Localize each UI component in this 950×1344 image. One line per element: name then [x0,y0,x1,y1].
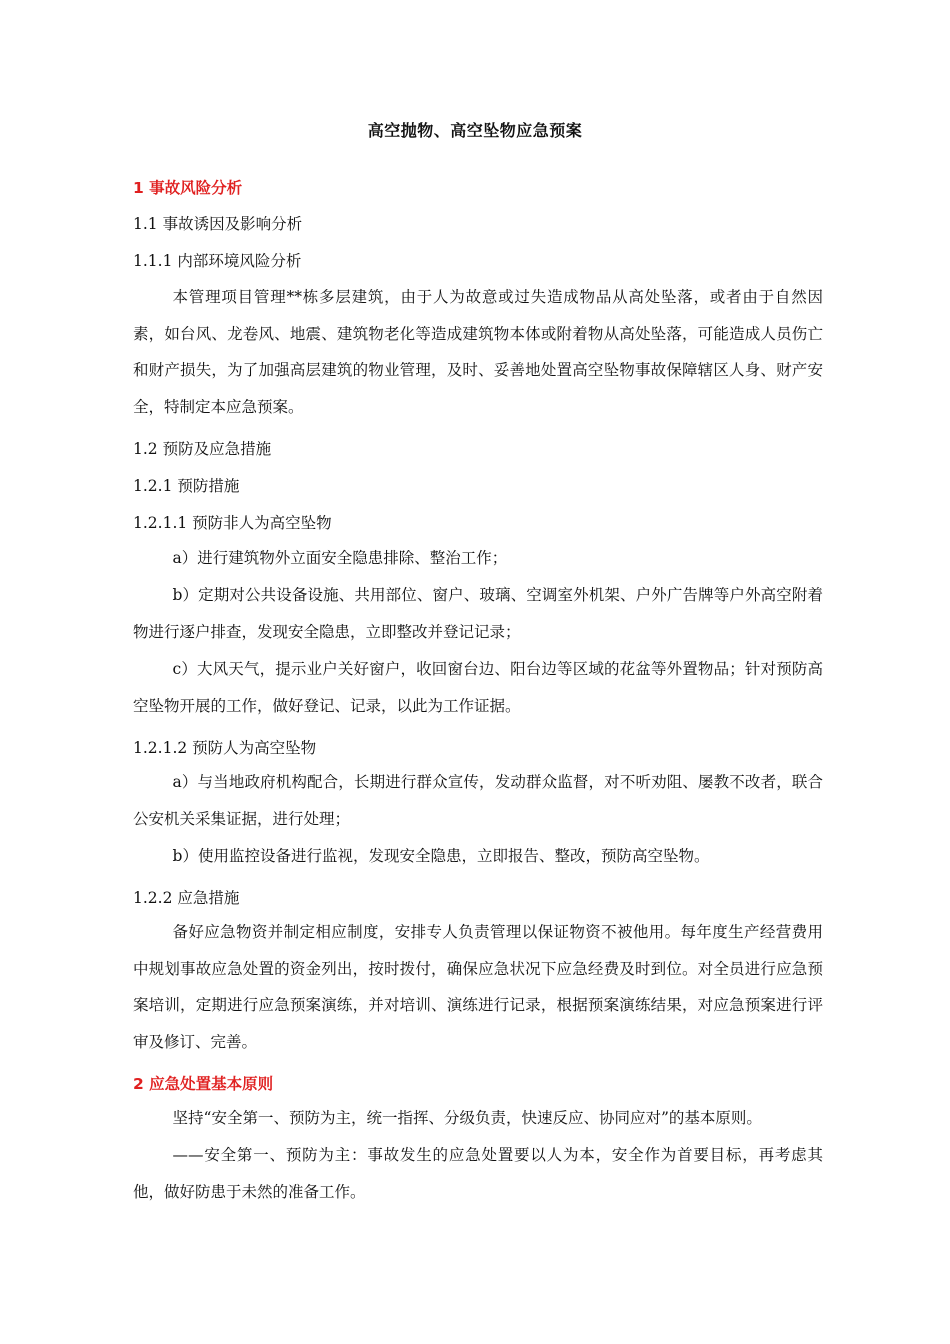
section-2-heading: 2 应急处置基本原则 [133,1075,274,1093]
section-1-1-1-heading: 1.1.1 内部环境风险分析 [133,252,302,270]
list-item-a2: a）与当地政府机构配合，长期进行群众宣传，发动群众监督，对不听劝阻、屡教不改者，联合公安机关采集证据，进行处理； [133,773,823,828]
section-1-heading: 1 事故风险分析 [133,179,243,197]
paragraph-principles: 坚持“安全第一、预防为主，统一指挥、分级负责，快速反应、协同应对”的基本原则。 [172,1109,762,1127]
section-1-2-1-2-heading: 1.2.1.2 预防人为高空坠物 [133,739,317,757]
list-item-b2: b）使用监控设备进行监视，发现安全隐患，立即报告、整改，预防高空坠物。 [172,847,710,865]
document-title: 高空抛物、高空坠物应急预案 [367,121,583,140]
list-item-c1: c）大风天气，提示业户关好窗户，收回窗台边、阳台边等区域的花盆等外置物品；针对预防高空坠物开展的工作，做好登记、记录，以此为工作证据。 [133,660,823,715]
paragraph-internal-risk: 本管理项目管理**栋多层建筑，由于人为故意或过失造成物品从高处坠落，或者由于自然因素，如台风、龙卷风、地震、建筑物老化等造成建筑物本体或附着物从高处坠落，可能造成人员伤亡和财产损失，为了加强高层建筑的物业管理，及时、妥善地处置高空坠物事故保障辖区人身、财产安全，特制定本应急预案。 [133,288,823,416]
section-1-1-heading: 1.1 事故诱因及影响分析 [133,215,303,233]
section-1-2-heading: 1.2 预防及应急措施 [133,440,272,458]
list-item-b1: b）定期对公共设备设施、共用部位、窗户、玻璃、空调室外机架、户外广告牌等户外高空附着物进行逐户排查，发现安全隐患，立即整改并登记记录； [133,586,823,641]
paragraph-emergency-measures: 备好应急物资并制定相应制度，安排专人负责管理以保证物资不被他用。每年度生产经营费用中规划事故应急处置的资金列出，按时拨付，确保应急状况下应急经费及时到位。对全员进行应急预案培训，定期进行应急预案演练，并对培训、演练进行记录，根据预案演练结果，对应急预案进行评审及修订、完善。 [133,923,823,1051]
section-1-2-1-heading: 1.2.1 预防措施 [133,477,240,495]
section-1-2-1-1-heading: 1.2.1.1 预防非人为高空坠物 [133,514,332,532]
section-1-2-2-heading: 1.2.2 应急措施 [133,889,240,907]
list-item-a1: a）进行建筑物外立面安全隐患排除、整治工作； [172,549,508,567]
paragraph-safety-first: ——安全第一、预防为主：事故发生的应急处置要以人为本，安全作为首要目标，再考虑其他，做好防患于未然的准备工作。 [133,1146,823,1201]
